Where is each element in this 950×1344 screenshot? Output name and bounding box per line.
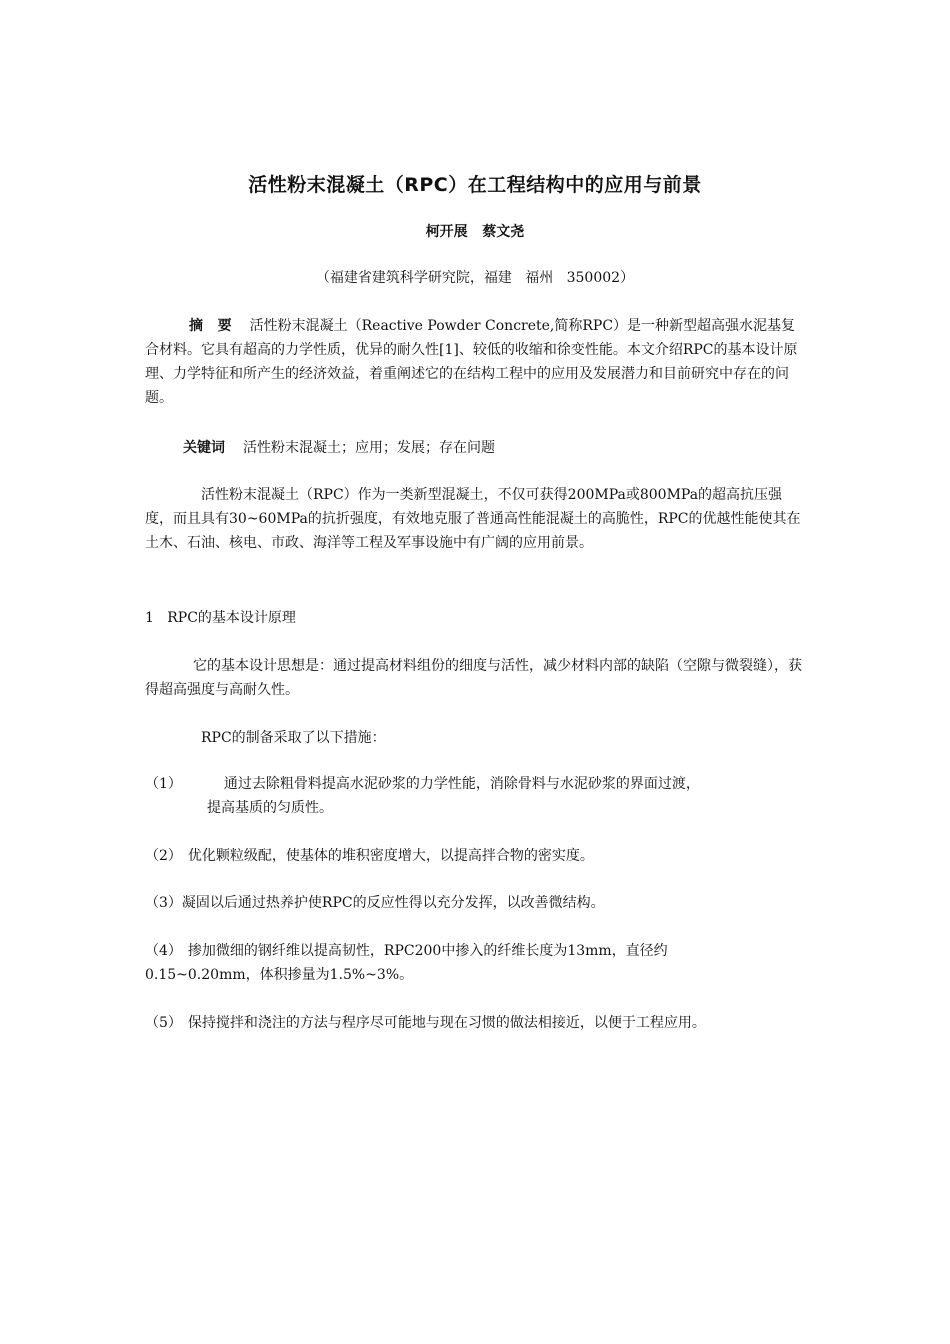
list-item-number: （4） — [145, 943, 182, 959]
list-item-number: （1） — [145, 776, 182, 792]
keywords-label: 关键词 — [183, 440, 225, 456]
list-item-text-cont: 0.15~0.20mm，体积掺量为1.5%~3%。 — [145, 967, 414, 983]
intro-paragraph: 活性粉末混凝土（RPC）作为一类新型混凝土，不仅可获得200MPa或800MPa的超高抗压强度，而且具有30~60MPa的抗折强度，有效地克服了普通高性能混凝土的高脆性，RPC的优越性能使其在土木、石油、核电、市政、海洋等工程及军事设施中有广阔的应用前景。 — [145, 487, 801, 551]
list-item-number: （2） — [145, 848, 182, 864]
list-item-text-cont: 提高基质的匀质性。 — [207, 800, 333, 816]
list-item-text: 优化颗粒级配，使基体的堆积密度增大，以提高拌合物的密实度。 — [187, 848, 594, 864]
affiliation: （福建省建筑科学研究院，福建 福州 350002） — [315, 270, 635, 286]
list-item — [145, 891, 815, 915]
abstract-text: 活性粉末混凝土（Reactive Powder Concrete,简称RPC）是一种新型超高强水泥基复合材料。它具有超高的力学性质，优异的耐久性[1]、较低的收缩和徐变性能。本文介绍RPC的基本设计原理、力学特征和所产生的经济效益，着重阐述它的在结构工程中的应用及发展潜力和目前研究中存在的问题。 — [145, 318, 798, 406]
keywords — [145, 436, 805, 460]
list-item — [145, 939, 815, 987]
keywords-text: 活性粉末混凝土；应用；发展；存在问题 — [243, 440, 495, 456]
measures-intro: RPC的制备采取了以下措施： — [201, 730, 386, 746]
abstract — [145, 314, 805, 410]
list-item-text: 保持搅拌和浇注的方法与程序尽可能地与现在习惯的做法相接近，以便于工程应用。 — [187, 1015, 706, 1031]
list-item-text: 凝固以后通过热养护使RPC的反应性得以充分发挥，以改善微结构。 — [181, 895, 605, 911]
section-paragraph: 它的基本设计思想是：通过提高材料组份的细度与活性，减少材料内部的缺陷（空隙与微裂缝），获得超高强度与高耐久性。 — [145, 658, 802, 698]
list-item — [145, 1011, 815, 1035]
list-item — [145, 844, 815, 868]
list-item — [145, 772, 815, 820]
list-item-number: （3） — [145, 895, 182, 911]
paper-title: 活性粉末混凝土（RPC）在工程结构中的应用与前景 — [248, 174, 702, 196]
author-list: 柯开展 蔡文尧 — [425, 224, 525, 240]
section-heading: 1 RPC的基本设计原理 — [145, 610, 296, 626]
list-item-text: 掺加微细的钢纤维以提高韧性，RPC200中掺入的纤维长度为13mm，直径约 — [187, 943, 668, 959]
abstract-label: 摘 要 — [189, 318, 232, 334]
list-item-text: 通过去除粗骨料提高水泥砂浆的力学性能，消除骨料与水泥砂浆的界面过渡， — [223, 776, 700, 792]
list-item-number: （5） — [145, 1015, 182, 1031]
